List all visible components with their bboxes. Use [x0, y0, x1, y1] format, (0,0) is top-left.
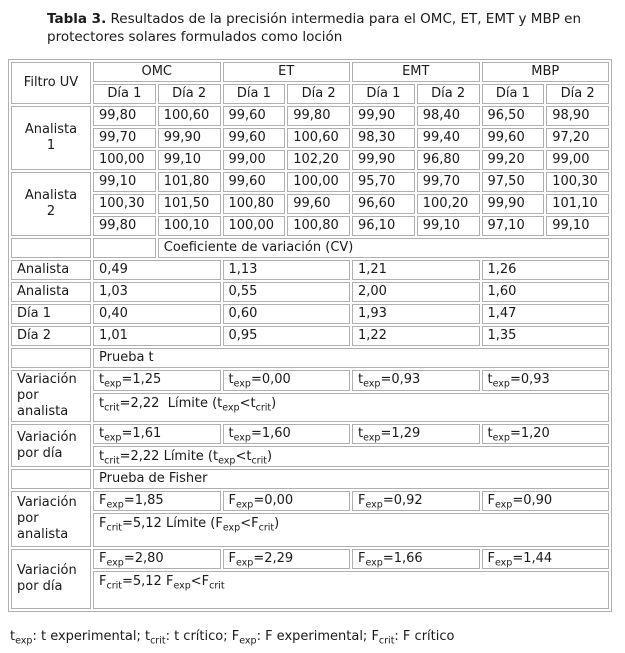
value-cell: 101,80	[158, 172, 221, 192]
group-header-omc: OMC	[93, 62, 221, 82]
row-label-variacion-analista: Variación por analista	[11, 370, 91, 422]
value-cell: 97,50	[482, 172, 545, 192]
header-row-days	[11, 84, 609, 104]
value-cell: 96,10	[352, 216, 415, 236]
table-title	[47, 10, 592, 46]
value-cell: 99,10	[546, 216, 609, 236]
value-cell: 100,00	[223, 216, 286, 236]
f-test-row	[11, 491, 609, 511]
value-cell: 99,80	[287, 106, 350, 126]
f-exp-cell: $F_{exp}=1,85$	[93, 491, 221, 511]
value-cell: 99,00	[546, 150, 609, 170]
day-header: Día 2	[417, 84, 480, 104]
t-exp-cell: $t_{exp}=1,61$	[93, 424, 221, 444]
value-cell: 99,90	[352, 106, 415, 126]
data-row	[11, 194, 609, 214]
section-header-prueba-t: Prueba t	[93, 348, 609, 368]
f-crit-cell: $F_{crit}=5,12$ $F_{exp}<F_{crit}$	[93, 571, 609, 609]
empty-cell	[11, 348, 91, 368]
footnote: $t_{exp}$: t experimental; $t_{crit}$: t crítico; $F_{exp}$: F experimental; $F_{crit}$: F crítico	[10, 629, 455, 647]
value-cell: 100,60	[287, 128, 350, 148]
f-exp-cell: $F_{exp}=0,90$	[482, 491, 610, 511]
row-label: Día 1	[11, 304, 91, 324]
data-row	[11, 106, 609, 126]
cv-value-cell: 0,40	[93, 304, 221, 324]
results-table	[8, 59, 612, 612]
value-cell: 99,80	[93, 216, 156, 236]
value-cell: 99,90	[482, 194, 545, 214]
row-label: Día 2	[11, 326, 91, 346]
section-header-row	[11, 469, 609, 489]
cv-value-cell: 1,26	[482, 260, 610, 280]
cv-value-cell: 0,49	[93, 260, 221, 280]
t-exp-cell: $t_{exp}=1,20$	[482, 424, 610, 444]
value-cell: 100,30	[93, 194, 156, 214]
value-cell: 99,60	[482, 128, 545, 148]
value-cell: 100,00	[93, 150, 156, 170]
row-label-text: Analista 2	[24, 188, 78, 219]
value-cell: 99,80	[93, 106, 156, 126]
value-cell: 99,40	[417, 128, 480, 148]
value-cell: 100,00	[287, 172, 350, 192]
day-header: Día 2	[546, 84, 609, 104]
empty-cell	[11, 469, 91, 489]
cv-value-cell: 0,55	[223, 282, 351, 302]
value-cell: 99,90	[352, 150, 415, 170]
day-header: Día 1	[223, 84, 286, 104]
data-row	[11, 150, 609, 170]
value-cell: 98,40	[417, 106, 480, 126]
value-cell: 99,00	[223, 150, 286, 170]
data-row	[11, 216, 609, 236]
t-crit-row	[11, 446, 609, 467]
table-title-text: Resultados de la precisión intermedia para el OMC, ET, EMT y MBP en protectores solares formulados como loción	[47, 11, 582, 45]
t-crit-cell: $t_{crit}=2,22$ Límite $(t_{exp}<t_{crit})$	[93, 446, 609, 467]
t-test-row	[11, 424, 609, 444]
day-header: Día 2	[158, 84, 221, 104]
value-cell: 100,60	[158, 106, 221, 126]
value-cell: 99,10	[417, 216, 480, 236]
cv-value-cell: 1,22	[352, 326, 480, 346]
cv-value-cell: 1,35	[482, 326, 610, 346]
group-header-emt: EMT	[352, 62, 480, 82]
value-cell: 99,60	[223, 128, 286, 148]
row-label: Analista	[11, 282, 91, 302]
row-label-analista-1	[11, 106, 91, 170]
value-cell: 96,50	[482, 106, 545, 126]
empty-cell	[93, 238, 156, 258]
value-cell: 100,10	[158, 216, 221, 236]
cv-value-cell: 1,21	[352, 260, 480, 280]
t-crit-cell: $t_{crit}=2,22$ Límite $(t_{exp}<t_{crit})$	[93, 393, 609, 422]
value-cell: 98,30	[352, 128, 415, 148]
value-cell: 101,50	[158, 194, 221, 214]
f-exp-cell: $F_{exp}=1,66$	[352, 549, 480, 569]
cv-value-cell: 1,47	[482, 304, 610, 324]
value-cell: 100,80	[223, 194, 286, 214]
value-cell: 99,60	[287, 194, 350, 214]
row-label-variacion-analista: Variación por analista	[11, 491, 91, 547]
value-cell: 99,70	[417, 172, 480, 192]
f-exp-cell: $F_{exp}=2,80$	[93, 549, 221, 569]
cv-row	[11, 260, 609, 280]
row-label: Analista	[11, 260, 91, 280]
t-exp-cell: $t_{exp}=1,25$	[93, 370, 221, 391]
cv-value-cell: 1,60	[482, 282, 610, 302]
f-crit-cell: $F_{crit}=5,12$ Límite $(F_{exp}<F_{crit})$	[93, 513, 609, 547]
data-row	[11, 128, 609, 148]
value-cell: 102,20	[287, 150, 350, 170]
row-label-variacion-dia: Variación por día	[11, 549, 91, 609]
day-header: Día 1	[482, 84, 545, 104]
cv-value-cell: 1,13	[223, 260, 351, 280]
cv-row	[11, 282, 609, 302]
t-exp-cell: $t_{exp}=0,00$	[223, 370, 351, 391]
value-cell: 99,60	[223, 172, 286, 192]
f-crit-row	[11, 513, 609, 547]
section-header-row	[11, 348, 609, 368]
cv-value-cell: 1,03	[93, 282, 221, 302]
value-cell: 95,70	[352, 172, 415, 192]
value-cell: 99,60	[223, 106, 286, 126]
cv-value-cell: 0,60	[223, 304, 351, 324]
cv-value-cell: 1,01	[93, 326, 221, 346]
t-exp-cell: $t_{exp}=1,60$	[223, 424, 351, 444]
value-cell: 96,60	[352, 194, 415, 214]
header-row-groups	[11, 62, 609, 82]
row-label-text: Analista 1	[24, 122, 78, 153]
value-cell: 100,20	[417, 194, 480, 214]
value-cell: 99,70	[93, 128, 156, 148]
group-header-et: ET	[223, 62, 351, 82]
column-header-filtro-uv: Filtro UV	[11, 62, 91, 104]
section-header-cv: Coeficiente de variación (CV)	[158, 238, 609, 258]
empty-cell	[11, 238, 91, 258]
f-crit-row	[11, 571, 609, 609]
row-label-analista-2	[11, 172, 91, 236]
t-exp-cell: $t_{exp}=0,93$	[482, 370, 610, 391]
cv-row	[11, 326, 609, 346]
day-header: Día 1	[352, 84, 415, 104]
f-exp-cell: $F_{exp}=2,29$	[223, 549, 351, 569]
section-header-row	[11, 238, 609, 258]
value-cell: 98,90	[546, 106, 609, 126]
value-cell: 100,30	[546, 172, 609, 192]
t-exp-cell: $t_{exp}=1,29$	[352, 424, 480, 444]
t-exp-cell: $t_{exp}=0,93$	[352, 370, 480, 391]
group-header-mbp: MBP	[482, 62, 610, 82]
value-cell: 96,80	[417, 150, 480, 170]
f-exp-cell: $F_{exp}=0,00$	[223, 491, 351, 511]
data-row	[11, 172, 609, 192]
value-cell: 97,20	[546, 128, 609, 148]
cv-row	[11, 304, 609, 324]
f-exp-cell: $F_{exp}=1,44$	[482, 549, 610, 569]
cv-value-cell: 1,93	[352, 304, 480, 324]
f-exp-cell: $F_{exp}=0,92$	[352, 491, 480, 511]
cv-value-cell: 0,95	[223, 326, 351, 346]
day-header: Día 2	[287, 84, 350, 104]
value-cell: 101,10	[546, 194, 609, 214]
value-cell: 99,10	[93, 172, 156, 192]
value-cell: 99,20	[482, 150, 545, 170]
section-header-fisher: Prueba de Fisher	[93, 469, 609, 489]
cv-value-cell: 2,00	[352, 282, 480, 302]
table-title-label: Tabla 3.	[47, 11, 107, 27]
value-cell: 99,10	[158, 150, 221, 170]
f-test-row	[11, 549, 609, 569]
day-header: Día 1	[93, 84, 156, 104]
value-cell: 97,10	[482, 216, 545, 236]
row-label-variacion-dia: Variación por día	[11, 424, 91, 467]
t-test-row	[11, 370, 609, 391]
value-cell: 100,80	[287, 216, 350, 236]
value-cell: 99,90	[158, 128, 221, 148]
t-crit-row	[11, 393, 609, 422]
